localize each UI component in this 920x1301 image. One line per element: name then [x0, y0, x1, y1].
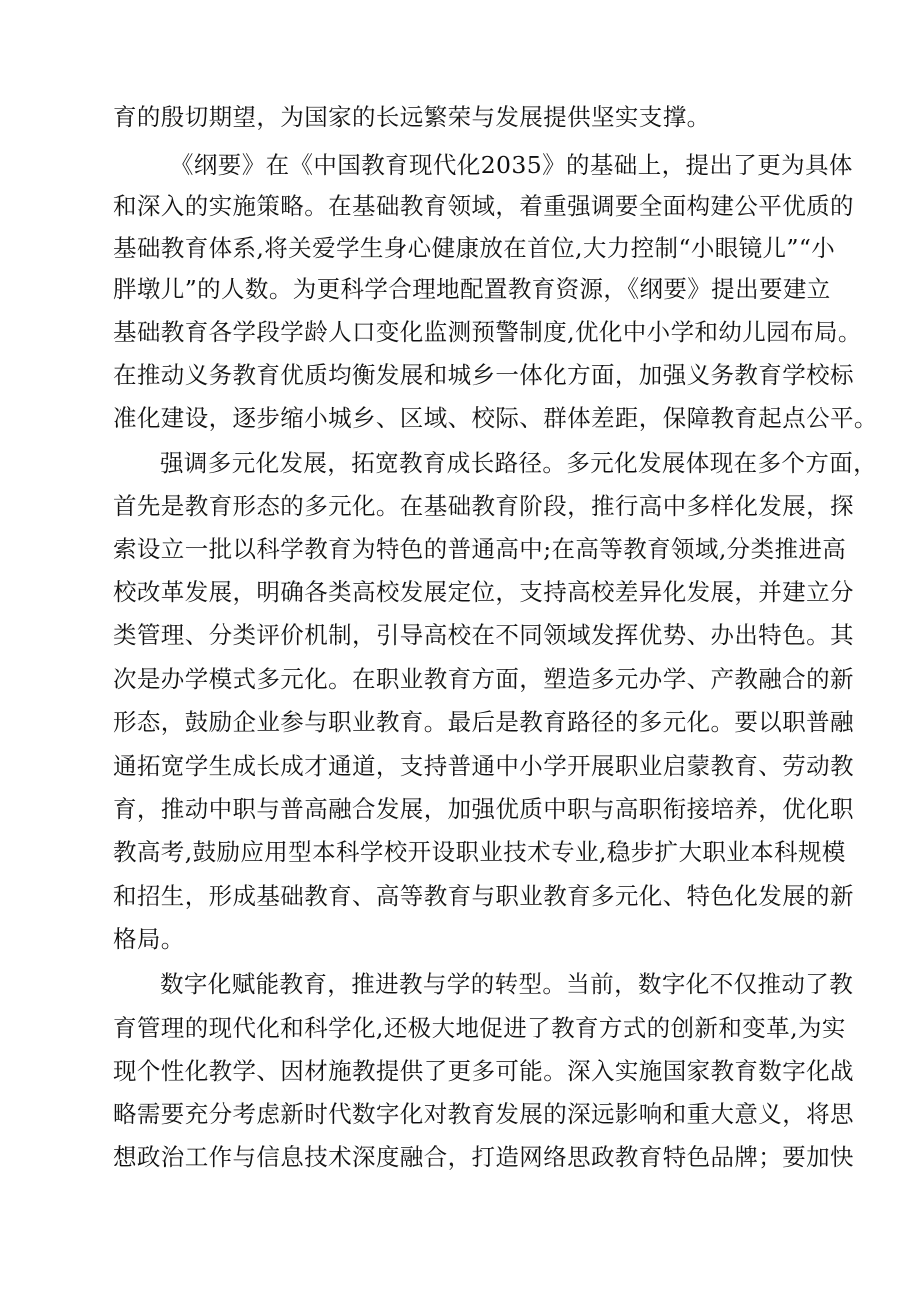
text-line: 和深入的实施策略。在基础教育领域，着重强调要全面构建公平优质的: [113, 192, 854, 220]
text-line: 育，推动中职与普高融合发展，加强优质中职与高职衔接培养，优化职: [113, 795, 854, 823]
text-line: 索设立一批以科学教育为特色的普通高中;在高等教育领域,分类推进高: [113, 535, 847, 563]
text-line: 通拓宽学生成长成才通道，支持普通中小学开展职业启蒙教育、劳动教: [113, 752, 854, 780]
paragraph-start-line: 数字化赋能教育，推进教与学的转型。当前，数字化不仅推动了教: [160, 970, 854, 998]
text-line: 在推动义务教育优质均衡发展和城乡一体化方面，加强义务教育学校标: [113, 361, 854, 389]
text-line: 和招生，形成基础教育、高等教育与职业教育多元化、特色化发展的新: [113, 882, 854, 910]
text-line: 形态，鼓励企业参与职业教育。最后是教育路径的多元化。要以职普融: [113, 708, 854, 736]
paragraph-start-line: 《纲要》在《中国教育现代化2035》的基础上，提出了更为具体: [170, 151, 853, 179]
text-line: 略需要充分考虑新时代数字化对教育发展的深远影响和重大意义，将思: [113, 1100, 854, 1128]
text-line: 现个性化教学、因材施教提供了更多可能。深入实施国家教育数字化战: [113, 1057, 854, 1085]
text-line: 准化建设，逐步缩小城乡、区域、校际、群体差距，保障教育起点公平。: [113, 404, 878, 432]
text-line: 教高考,鼓励应用型本科学校开设职业技术专业,稳步扩大职业本科规模: [113, 838, 846, 866]
text-line: 类管理、分类评价机制，引导高校在不同领域发挥优势、办出特色。其: [113, 621, 854, 649]
text-line: 基础教育各学段学龄人口变化监测预警制度,优化中小学和幼儿园布局。: [113, 318, 862, 346]
text-line: 育的殷切期望，为国家的长远繁荣与发展提供坚实支撑。: [113, 103, 711, 131]
text-line: 育管理的现代化和科学化,还极大地促进了教育方式的创新和变革,为实: [113, 1014, 846, 1042]
text-line: 首先是教育形态的多元化。在基础教育阶段，推行高中多样化发展，探: [113, 492, 854, 520]
text-line: 基础教育体系,将关爱学生身心健康放在首位,大力控制“小眼镜儿”“小: [113, 234, 836, 262]
text-line: 格局。: [113, 925, 185, 953]
text-line: 校改革发展，明确各类高校发展定位，支持高校差异化发展，并建立分: [113, 578, 854, 606]
text-line: 想政治工作与信息技术深度融合，打造网络思政教育特色品牌；要加快: [113, 1143, 854, 1171]
text-line: 次是办学模式多元化。在职业教育方面，塑造多元办学、产教融合的新: [113, 665, 854, 693]
text-line: 胖墩儿”的人数。为更科学合理地配置教育资源，《纲要》提出要建立: [113, 275, 831, 303]
paragraph-start-line: 强调多元化发展，拓宽教育成长路径。多元化发展体现在多个方面，: [160, 449, 877, 477]
